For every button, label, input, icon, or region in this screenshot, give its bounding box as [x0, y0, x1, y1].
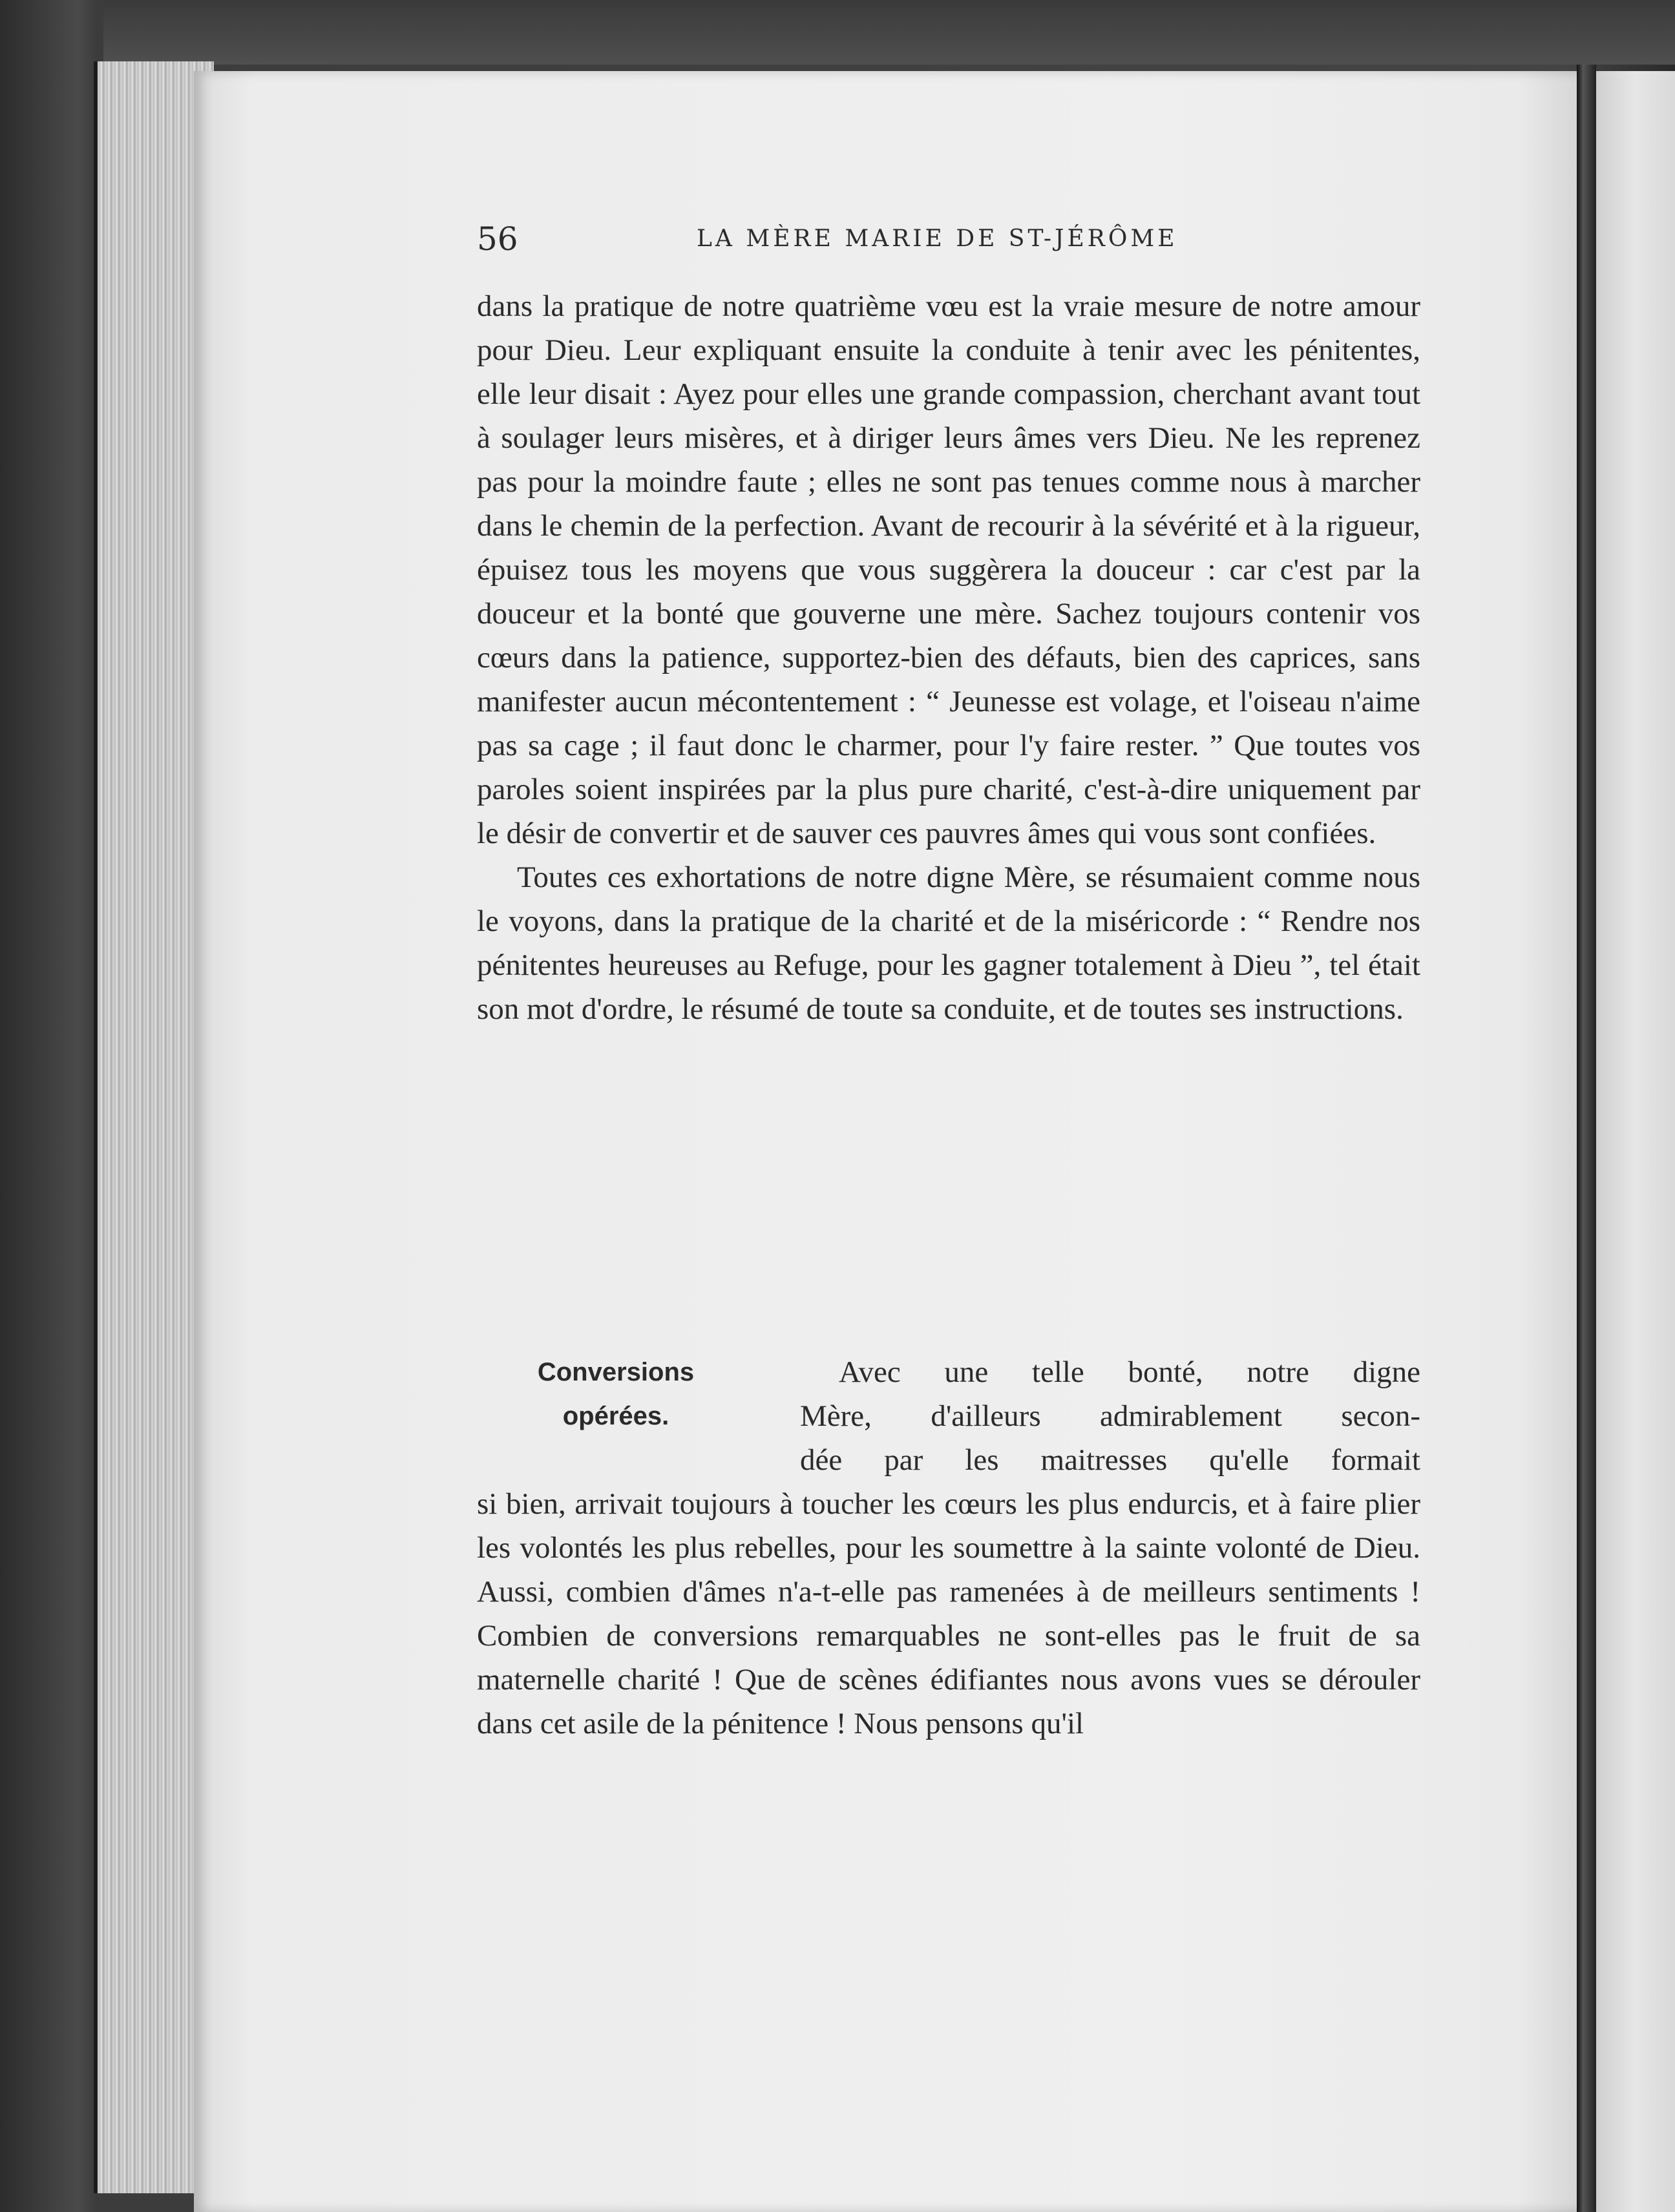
paragraph-3-continued: si bien, arrivait toujours à toucher les cœurs les plus endurcis, et à faire plier les volontés les plus rebelles, pour les soumettre à la sainte volonté de Dieu. Aussi, combien d'âmes n'a-t-elle pas ramenées à de meilleurs sentiments ! Combien de conversions remarquables ne sont-elles pas le fruit de sa maternelle charité ! Que de scènes édifiantes nous avons vues se dérouler dans cet asile de la pénitence ! Nous pensons qu'il [477, 1487, 1420, 1740]
paragraph-3-line-3: dée par les maitresses qu'elle formait [800, 1443, 1420, 1477]
running-title: LA MÈRE MARIE DE ST-JÉRÔME [697, 225, 1178, 252]
margin-heading-line-2: opérées. [562, 1402, 669, 1430]
body-text [477, 284, 1420, 1031]
page-header [477, 213, 1420, 265]
margin-heading-line-1: Conversions [537, 1358, 695, 1386]
page-number: 56 [477, 220, 518, 258]
paragraph-1: dans la pratique de notre quatrième vœu est la vraie mesure de notre amour pour Dieu. Leur expliquant ensuite la conduite à tenir avec les pénitentes, elle leur disait : Ayez pour elles une grande compassion, cherchant avant tout à soulager leurs misères, et à diriger leurs âmes vers Dieu. Ne les reprenez pas pour la moindre faute ; elles ne sont pas tenues comme nous à marcher dans le chemin de la perfection. Avant de recourir à la sévérité et à la rigueur, épuisez tous les moyens que vous suggèrera la douceur : car c'est par la douceur et la bonté que gouverne une mère. Sachez toujours contenir vos cœurs dans la patience, supportez-bien des défauts, bien des caprices, sans manifester aucun mécontentement : “ Jeunesse est volage, et l'oiseau n'aime pas sa cage ; il faut donc le charmer, pour l'y faire rester. ” Que toutes vos paroles soient inspirées par la plus pure charité, c'est-à-dire uniquement par le désir de convertir et de sauver ces pauvres âmes qui vous sont confiées. [477, 289, 1420, 850]
paragraph-3-wrapped [800, 1350, 1420, 1482]
scan-top-strip [103, 0, 1675, 65]
facing-page-edge [1596, 71, 1675, 2212]
margin-heading [477, 1350, 755, 1438]
book-gutter [1577, 65, 1596, 2212]
paragraph-2: Toutes ces exhortations de notre digne Mère, se résumaient comme nous le voyons, dans la pratique de la charité et de la miséricorde : “ Rendre nos pénitentes heureuses au Refuge, pour les gagner totalement à Dieu ”, tel était son mot d'ordre, le résumé de toute sa conduite, et de toutes ses instructions. [477, 861, 1420, 1026]
paragraph-3-line-2: Mère, d'ailleurs admirablement secon- [800, 1399, 1420, 1433]
paragraph-3-line-1: Avec une telle bonté, notre digne [839, 1355, 1420, 1389]
